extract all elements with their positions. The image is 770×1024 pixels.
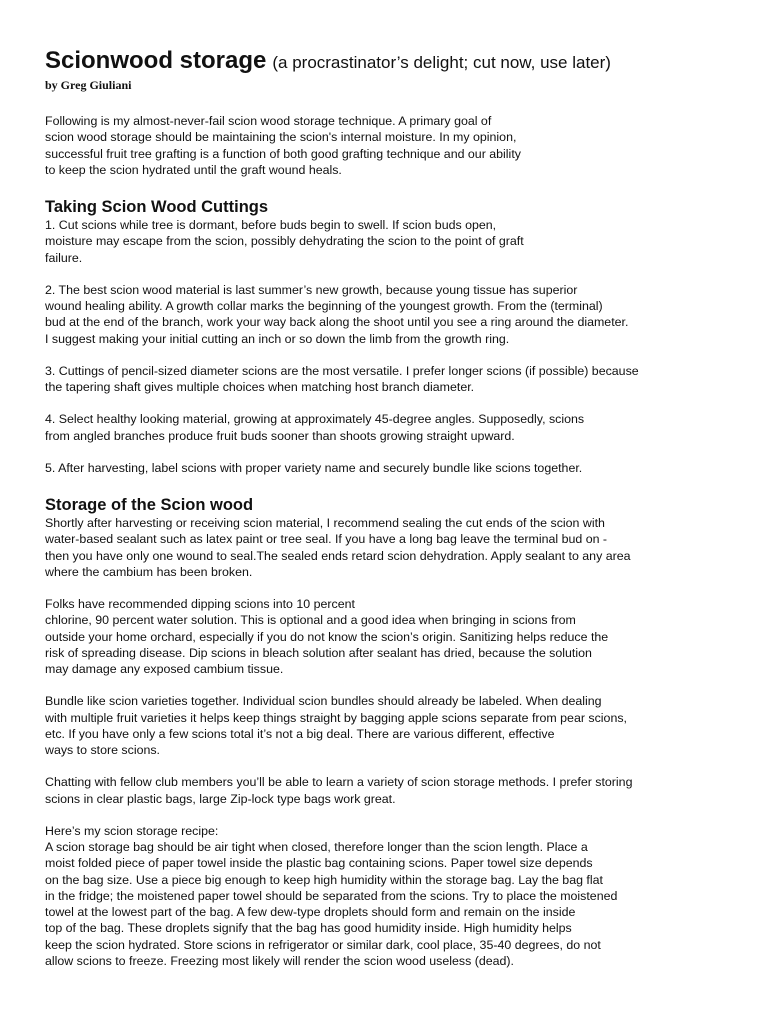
list-item-pencil-diameter: 3. Cuttings of pencil-sized diameter scions are the most versatile. I prefer longer scions (if possible) because the tapering shaft gives multiple choices when matching host branch diameter.: [45, 363, 639, 394]
title-row: [45, 44, 735, 81]
intro-paragraph: Following is my almost-never-fail scion wood storage technique. A primary goal of scion wood storage should be maintaining the scion's internal moisture. In my opinion, successful fruit tree grafting is a function of both good grafting technique and our ability to keep the scion hydrated until the graft wound heals.: [45, 114, 521, 177]
paragraph-storage-recipe: Here’s my scion storage recipe: A scion storage bag should be air tight when closed, therefore longer than the scion length. Place a moist folded piece of paper towel inside the plastic bag containing scions. Paper towel size depends on the bag size. Use a piece big enough to keep high humidity within the storage bag. Lay the bag flat in the fridge; the moistened paper towel should be separated from the scions. Try to place the moistened towel at the lowest part of the bag. A few dew-type droplets should form and remain on the inside top of the bag. These droplets signify that the bag has good humidity inside. High humidity helps keep the scion hydrated. Store scions in refrigerator or similar dark, cool place, 35-40 degrees, do not allow scions to freeze. Freezing most likely will render the scion wood useless (dead).: [45, 823, 618, 968]
list-item-cut-dormant: 1. Cut scions while tree is dormant, before buds begin to swell. If scion buds open, moisture may escape from the scion, possibly dehydrating the scion to the point of graft failure.: [45, 218, 524, 265]
paragraph-bleach-dip: Folks have recommended dipping scions into 10 percent chlorine, 90 percent water solution. This is optional and a good idea when bringing in scions from outside your home orchard, especially if you do not know the scion’s origin. Sanitizing helps reduce the risk of spreading disease. Dip scions in bleach solution after sealant has dried, because the solution may damage any exposed cambium tissue.: [45, 597, 609, 676]
document-title: Scionwood storage: [45, 47, 267, 74]
author-byline: by Greg Giuliani: [45, 78, 132, 92]
paragraph-bundling: Bundle like scion varieties together. Individual scion bundles should already be labeled. When dealing with multiple fruit varieties it helps keep things straight by bagging apple scions separate from pear scions, etc. If you have only a few scions total it’s not a big deal. There are various different, effective ways to store scions.: [45, 694, 627, 757]
section-heading-storage: Storage of the Scion wood: [45, 496, 254, 514]
paragraph-sealing: Shortly after harvesting or receiving scion material, I recommend sealing the cut ends of the scion with water-based sealant such as latex paint or tree seal. If you have a long bag leave the terminal bud on - then you have only one wound to seal.The sealed ends retard scion dehydration. Apply sealant to any area where the cambium has been broken.: [45, 516, 631, 579]
section-heading-taking-cuttings: Taking Scion Wood Cuttings: [45, 198, 269, 216]
list-item-healthy-material: 4. Select healthy looking material, growing at approximately 45-degree angles. Supposedly, scions from angled branches produce fruit buds sooner than shoots growing straight upward.: [45, 412, 585, 443]
list-item-label-bundle: 5. After harvesting, label scions with proper variety name and securely bundle like scions together.: [45, 460, 583, 475]
list-item-new-growth: 2. The best scion wood material is last summer’s new growth, because young tissue has superior wound healing ability. A growth collar marks the beginning of the youngest growth. From the (terminal) bud at the end of the branch, work your way back along the shoot until you see a ring around the diameter. I suggest making your initial cutting an inch or so down the limb from the growth ring.: [45, 282, 629, 346]
document-subtitle: (a procrastinator’s delight; cut now, use later): [272, 53, 611, 72]
paragraph-club-methods: Chatting with fellow club members you’ll be able to learn a variety of scion storage methods. I prefer storing scions in clear plastic bags, large Zip-lock type bags work great.: [45, 775, 633, 806]
document-page: [45, 44, 735, 969]
